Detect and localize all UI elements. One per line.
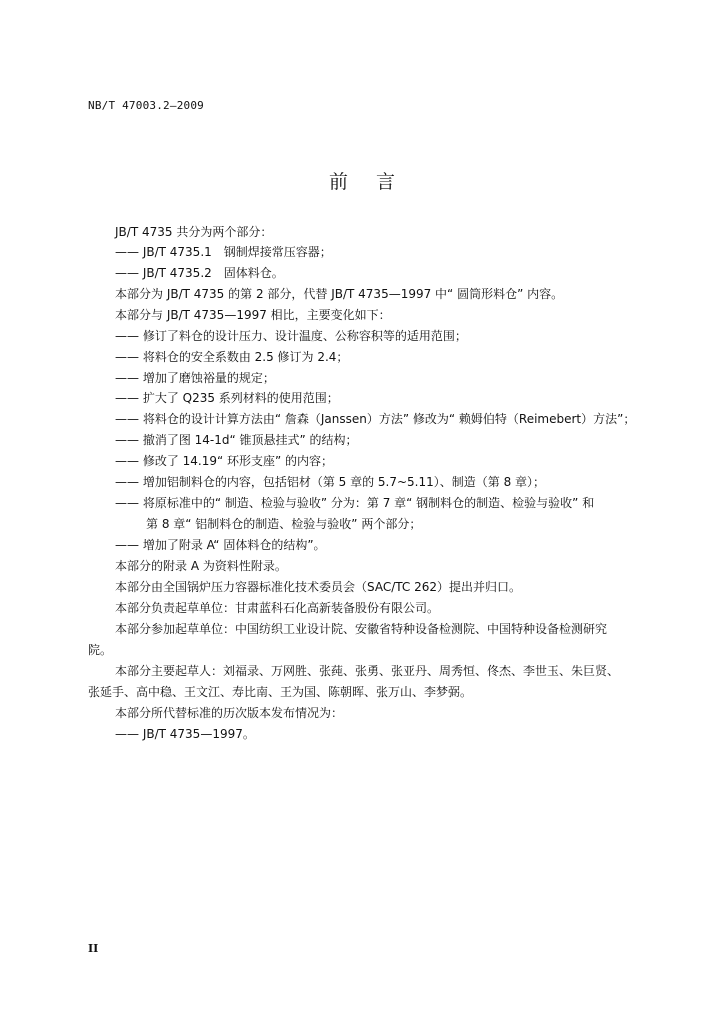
page-number: II: [88, 942, 99, 955]
part-item-1: —— JB/T 4735.1 钢制焊接常压容器；: [115, 245, 332, 259]
drafting-unit: 本部分负责起草单位：甘肃蓝科石化高新装备股份有限公司。: [115, 601, 440, 615]
appendix-note: 本部分的附录 A 为资料性附录。: [115, 559, 287, 573]
change-item: —— 修改了 14.19“ 环形支座” 的内容；: [115, 454, 334, 468]
change-item: —— 将料仓的设计计算方法由“ 詹森（Janssen）方法” 修改为“ 赖姆伯特（Reimebert）方法”；: [115, 412, 636, 426]
change-item: —— 将料仓的安全系数由 2.5 修订为 2.4；: [115, 350, 349, 364]
main-drafters: 本部分主要起草人：刘福录、万网胜、张莼、张勇、张亚丹、周秀恒、佟杰、李世玉、朱巨贤、: [115, 664, 620, 678]
page-title: 前言: [328, 171, 423, 193]
standard-number: NB/T 47003.2—2009: [88, 99, 204, 112]
history-intro: 本部分所代替标准的历次版本发布情况为：: [115, 706, 344, 720]
proposer-note: 本部分由全国锅炉压力容器标准化技术委员会（SAC/TC 262）提出并归口。: [115, 580, 521, 594]
main-drafters-continued: 张延手、高中稳、王文江、寿比南、王为国、陈朝晖、张万山、李梦弼。: [88, 685, 473, 699]
change-item: —— 增加了附录 A“ 固体料仓的结构”。: [115, 538, 326, 552]
intro-line: JB/T 4735 共分为两个部分：: [115, 225, 273, 239]
participating-units: 本部分参加起草单位：中国纺织工业设计院、安徽省特种设备检测院、中国特种设备检测研究: [115, 622, 608, 636]
participating-units-continued: 院。: [88, 643, 113, 657]
change-item: —— 增加铝制料仓的内容，包括铝材（第 5 章的 5.7~5.11）、制造（第 8 章）；: [115, 475, 546, 489]
replace-statement: 本部分为 JB/T 4735 的第 2 部分，代替 JB/T 4735—1997 中“ 圆筒形料仓” 内容。: [115, 287, 564, 301]
change-item: —— 扩大了 Q235 系列材料的使用范围；: [115, 391, 339, 405]
change-item: —— 将原标准中的“ 制造、检验与验收” 分为：第 7 章“ 钢制料仓的制造、检验与验收” 和: [115, 496, 595, 510]
part-item-2: —— JB/T 4735.2 固体料仓。: [115, 266, 284, 280]
change-item-continued: 第 8 章“ 铝制料仓的制造、检验与验收” 两个部分；: [146, 517, 422, 531]
change-item: —— 增加了磨蚀裕量的规定；: [115, 371, 275, 385]
change-item: —— 撤消了图 14-1d“ 锥顶悬挂式” 的结构；: [115, 433, 358, 447]
change-item: —— 修订了料仓的设计压力、设计温度、公称容积等的适用范围；: [115, 329, 467, 343]
history-item: —— JB/T 4735—1997。: [115, 727, 255, 741]
changes-intro: 本部分与 JB/T 4735—1997 相比，主要变化如下：: [115, 308, 391, 322]
